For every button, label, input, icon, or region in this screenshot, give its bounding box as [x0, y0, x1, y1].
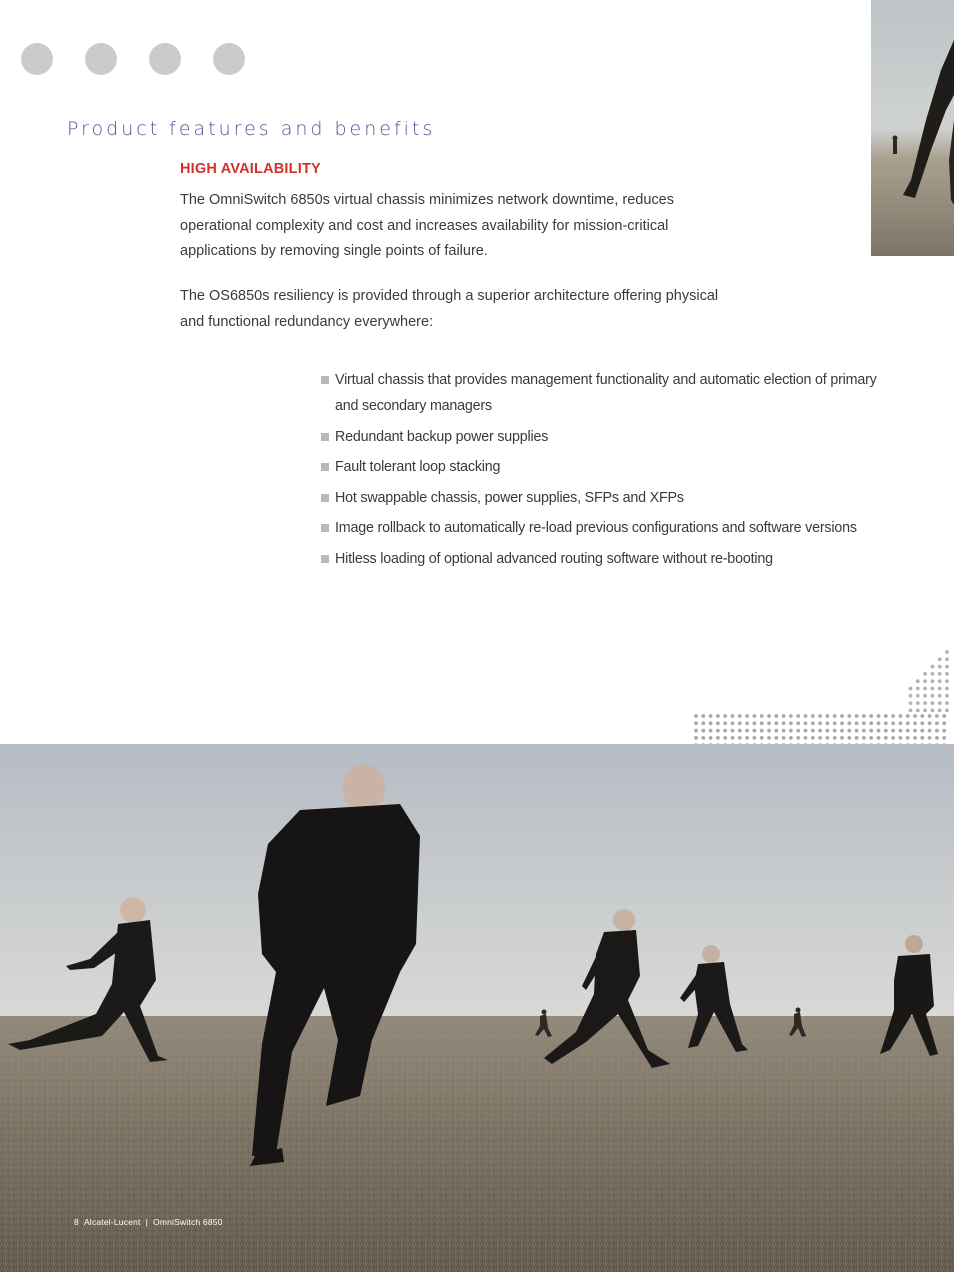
page-number: 8 — [74, 1217, 79, 1227]
feature-list — [321, 367, 881, 576]
list-item — [321, 367, 881, 419]
list-item — [321, 485, 881, 511]
corner-photo — [871, 0, 954, 256]
list-item — [321, 515, 881, 541]
body-paragraph: The OmniSwitch 6850s virtual chassis minimizes network downtime, reduces operational complexity and cost and increases availability for mission-critical applications by removing single points of failure. — [180, 192, 674, 259]
list-item-text: Virtual chassis that provides management functionality and automatic election of primary and secondary managers — [335, 372, 877, 414]
hero-photo — [0, 744, 954, 1272]
bullet-square-icon — [321, 494, 329, 502]
bullet-square-icon — [321, 376, 329, 384]
section-subhead: HIGH AVAILABILITY — [180, 161, 321, 177]
body-paragraph: The OS6850s resiliency is provided through a superior architecture offering physical and functional redundancy everywhere: — [180, 288, 719, 330]
decorative-circle — [149, 43, 181, 75]
decorative-circle — [213, 43, 245, 75]
list-item-text: Hitless loading of optional advanced routing software without re-booting — [335, 550, 773, 567]
bullet-square-icon — [321, 433, 329, 441]
footer-separator: | — [145, 1217, 149, 1227]
list-item-text: Redundant backup power supplies — [335, 428, 549, 445]
list-item — [321, 424, 881, 450]
bullet-square-icon — [321, 463, 329, 471]
header-decorative-dots — [21, 43, 245, 75]
decorative-circle — [85, 43, 117, 75]
footer-product: OmniSwitch 6850 — [153, 1217, 223, 1227]
list-item-text: Image rollback to automatically re-load previous configurations and software versions — [335, 520, 857, 536]
walking-figure-crop — [871, 0, 954, 256]
list-item-text: Hot swappable chassis, power supplies, SFPs and XFPs — [335, 489, 684, 506]
decorative-circle — [21, 43, 53, 75]
page-footer — [74, 1217, 228, 1227]
section-title: Product features and benefits — [67, 118, 436, 140]
businessmen-walking-field-image — [0, 744, 954, 1272]
footer-brand: Alcatel-Lucent — [83, 1217, 141, 1227]
list-item-text: Fault tolerant loop stacking — [335, 459, 501, 475]
bullet-square-icon — [321, 524, 329, 532]
list-item — [321, 454, 881, 480]
list-item — [321, 546, 881, 572]
bullet-square-icon — [321, 555, 329, 563]
